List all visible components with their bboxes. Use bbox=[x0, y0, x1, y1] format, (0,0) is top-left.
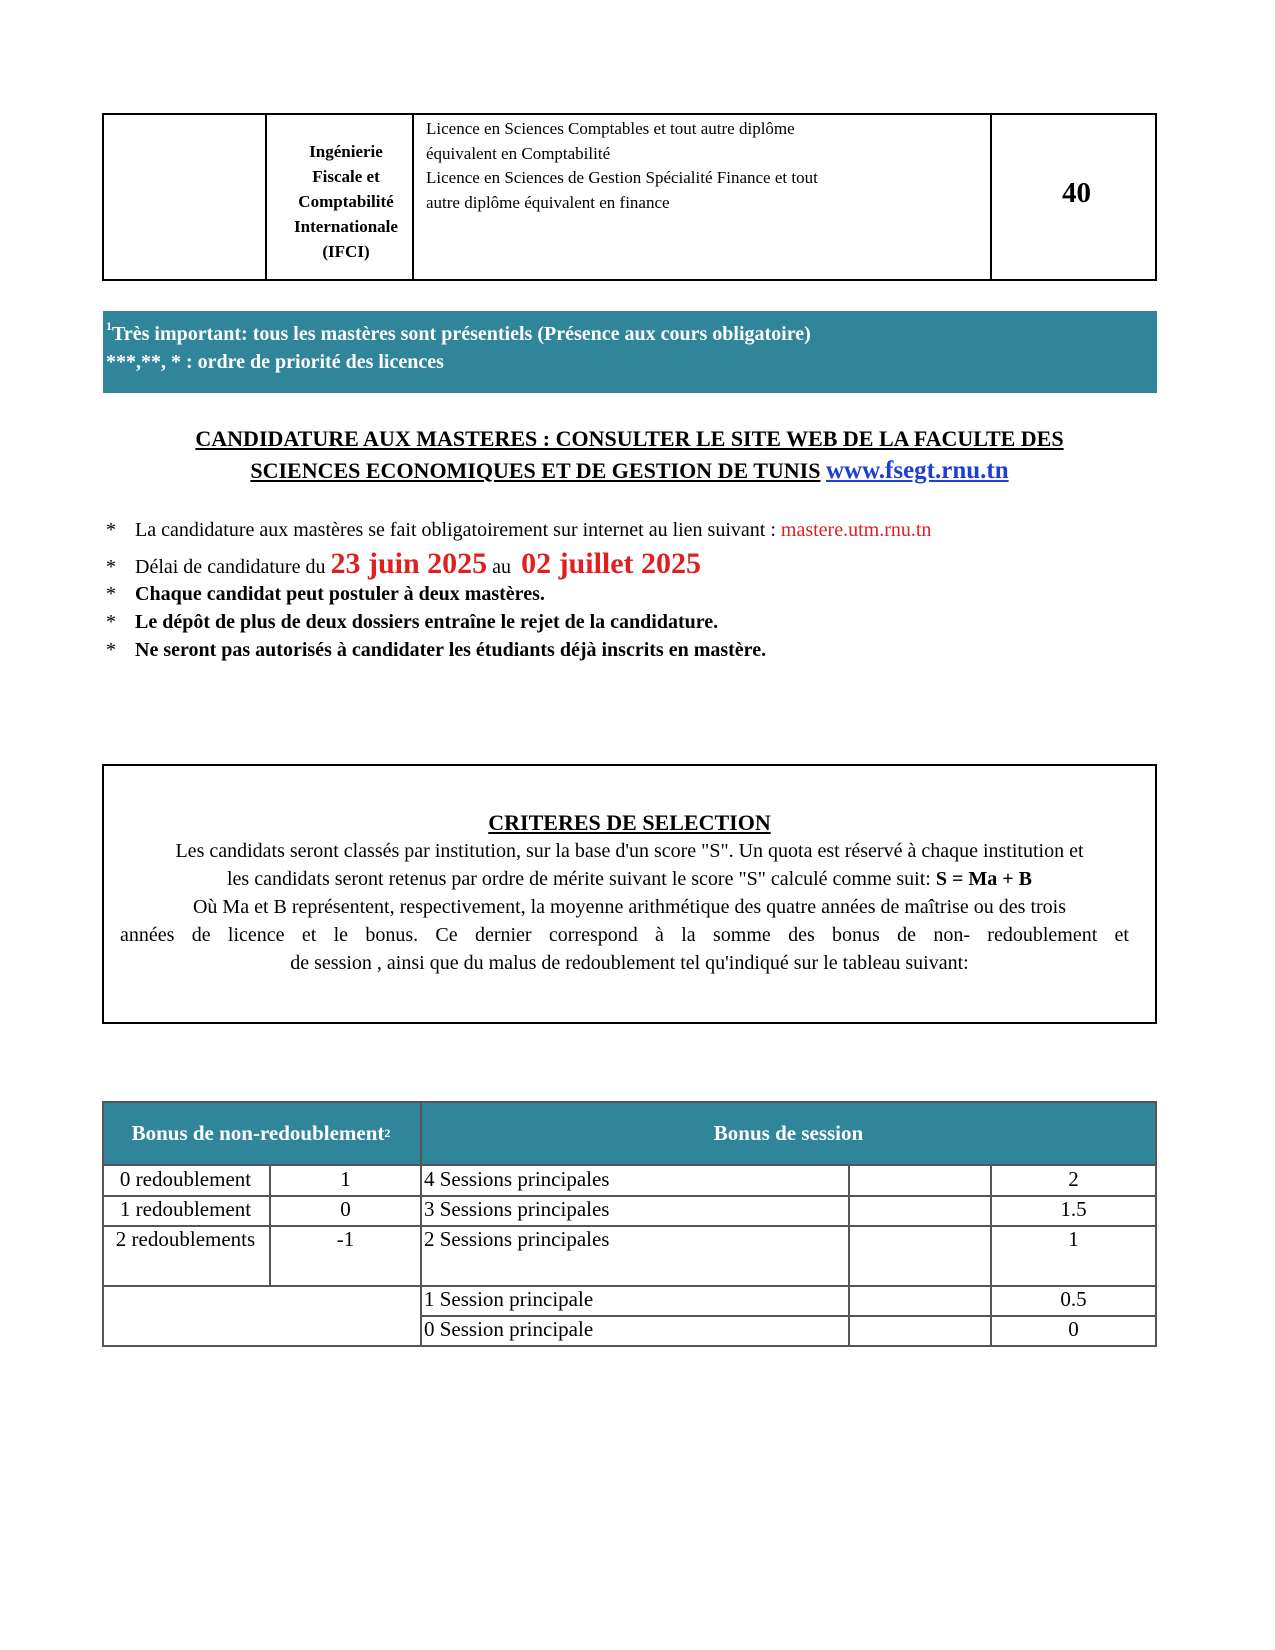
table-divider bbox=[848, 1165, 850, 1347]
redoublement-value: 1 bbox=[340, 1167, 351, 1191]
session-value: 1.5 bbox=[1060, 1197, 1087, 1221]
session-label: 4 Sessions principales bbox=[424, 1167, 610, 1191]
master-name-line: (IFCI) bbox=[322, 242, 370, 261]
session-label: 2 Sessions principales bbox=[424, 1227, 610, 1251]
table-border bbox=[102, 1101, 1157, 1103]
deadline-mid: au bbox=[492, 556, 512, 578]
session-value: 2 bbox=[1068, 1167, 1079, 1191]
bonus-table bbox=[102, 1101, 1157, 1347]
bullet-text: La candidature aux mastères se fait obligatoirement sur internet au lien suivant : bbox=[135, 519, 776, 541]
table-divider bbox=[420, 1101, 422, 1347]
diploma-line: autre diplôme équivalent en finance bbox=[426, 192, 670, 212]
bullet-text: Ne seront pas autorisés à candidater les étudiants déjà inscrits en mastère. bbox=[135, 639, 767, 661]
session-label: 0 Session principale bbox=[424, 1317, 594, 1341]
capacity-value: 40 bbox=[1062, 177, 1091, 209]
deadline-prefix: Délai de candidature du bbox=[135, 556, 326, 578]
table-border bbox=[102, 1164, 1157, 1166]
bullet-deadline bbox=[106, 547, 701, 581]
master-table bbox=[102, 113, 1157, 281]
footnote-mark: 2 bbox=[384, 1126, 391, 1140]
bullet-text: Le dépôt de plus de deux dossiers entraîne le rejet de la candidature. bbox=[135, 611, 719, 633]
note-line-2: ***,**, * : ordre de priorité des licences bbox=[106, 351, 444, 373]
redoublement-value: 0 bbox=[340, 1197, 351, 1221]
redoublement-label: 0 redoublement bbox=[119, 1167, 252, 1191]
bullet-star: * bbox=[106, 611, 116, 633]
master-name-line: Fiscale et bbox=[312, 167, 380, 186]
bullet-star: * bbox=[106, 556, 116, 578]
bullet-rejection bbox=[106, 611, 718, 634]
diploma-line: équivalent en Comptabilité bbox=[426, 143, 611, 163]
faculty-website-link[interactable]: www.fsegt.rnu.tn bbox=[825, 457, 1009, 484]
redoublement-label: 1 redoublement bbox=[119, 1197, 252, 1221]
header-bonus-session: Bonus de session bbox=[420, 1101, 1157, 1165]
important-note-banner bbox=[103, 311, 1157, 393]
criteria-line-1: Les candidats seront classés par institution, sur la base d'un score "S". Un quota est réservé à chaque institution et bbox=[175, 840, 1084, 862]
bullet-star: * bbox=[106, 519, 116, 541]
bullet-enrolled-excluded bbox=[106, 639, 766, 662]
application-site-link[interactable]: mastere.utm.rnu.tn bbox=[780, 519, 932, 541]
deadline-start-date: 23 juin 2025 bbox=[330, 547, 488, 580]
bullet-online-application bbox=[106, 519, 931, 542]
criteria-line-2-text: les candidats seront retenus par ordre de mérite suivant le score "S" calculé comme suit: bbox=[226, 868, 931, 890]
criteria-line-2 bbox=[108, 868, 1151, 891]
candidature-heading bbox=[102, 423, 1157, 487]
score-formula: S = Ma + B bbox=[935, 868, 1032, 890]
criteria-line-3: Où Ma et B représentent, respectivement, la moyenne arithmétique des quatre années de maîtrise ou des trois bbox=[192, 896, 1067, 918]
table-border bbox=[1155, 1101, 1157, 1347]
required-diplomas bbox=[426, 117, 896, 215]
bullet-text: Chaque candidat peut postuler à deux mastères. bbox=[135, 583, 545, 605]
criteria-title: CRITERES DE SELECTION bbox=[488, 810, 771, 835]
bullet-star: * bbox=[106, 583, 116, 605]
diploma-line: Licence en Sciences Comptables et tout autre diplôme bbox=[426, 119, 795, 138]
candidature-heading-line-1: CANDIDATURE AUX MASTERES : CONSULTER LE SITE WEB DE LA FACULTE DES bbox=[195, 426, 1064, 451]
redoublement-value: -1 bbox=[336, 1227, 355, 1251]
session-value: 0 bbox=[1068, 1317, 1079, 1341]
header-non-redoublement bbox=[102, 1101, 420, 1165]
master-name-line: Internationale bbox=[294, 217, 398, 236]
bullet-two-masters bbox=[106, 583, 545, 606]
note-text: Très important: tous les mastères sont présentiels (Présence aux cours obligatoire) bbox=[112, 323, 811, 345]
criteria-line-5: de session , ainsi que du malus de redoublement tel qu'indiqué sur le tableau suivant: bbox=[290, 952, 969, 974]
session-value: 1 bbox=[1068, 1227, 1079, 1251]
master-name-line: Comptabilité bbox=[298, 192, 394, 211]
session-label: 3 Sessions principales bbox=[424, 1197, 610, 1221]
table-divider bbox=[265, 115, 267, 279]
bullet-star: * bbox=[106, 639, 116, 661]
header-non-redoublement-label: Bonus de non-redoublement bbox=[131, 1120, 385, 1145]
note-line-1 bbox=[106, 320, 1157, 348]
footnote-mark: 1 bbox=[106, 319, 112, 333]
session-value: 0.5 bbox=[1060, 1287, 1087, 1311]
table-border bbox=[102, 1101, 104, 1347]
criteria-line-4: années de licence et le bonus. Ce dernier correspond à la somme des bonus de non- redoublement et bbox=[120, 924, 1129, 946]
table-border bbox=[102, 1345, 1157, 1347]
master-name-line: Ingénierie bbox=[309, 142, 383, 161]
table-divider bbox=[990, 115, 992, 279]
session-label: 1 Session principale bbox=[424, 1287, 594, 1311]
selection-criteria-box bbox=[102, 764, 1157, 1024]
diploma-line: Licence en Sciences de Gestion Spécialité Finance et tout bbox=[426, 168, 818, 187]
candidature-heading-line-2: SCIENCES ECONOMIQUES ET DE GESTION DE TUNIS bbox=[250, 458, 821, 483]
deadline-end-date: 02 juillet 2025 bbox=[521, 547, 702, 580]
master-name bbox=[271, 139, 421, 264]
redoublement-label: 2 redoublements bbox=[115, 1227, 256, 1251]
